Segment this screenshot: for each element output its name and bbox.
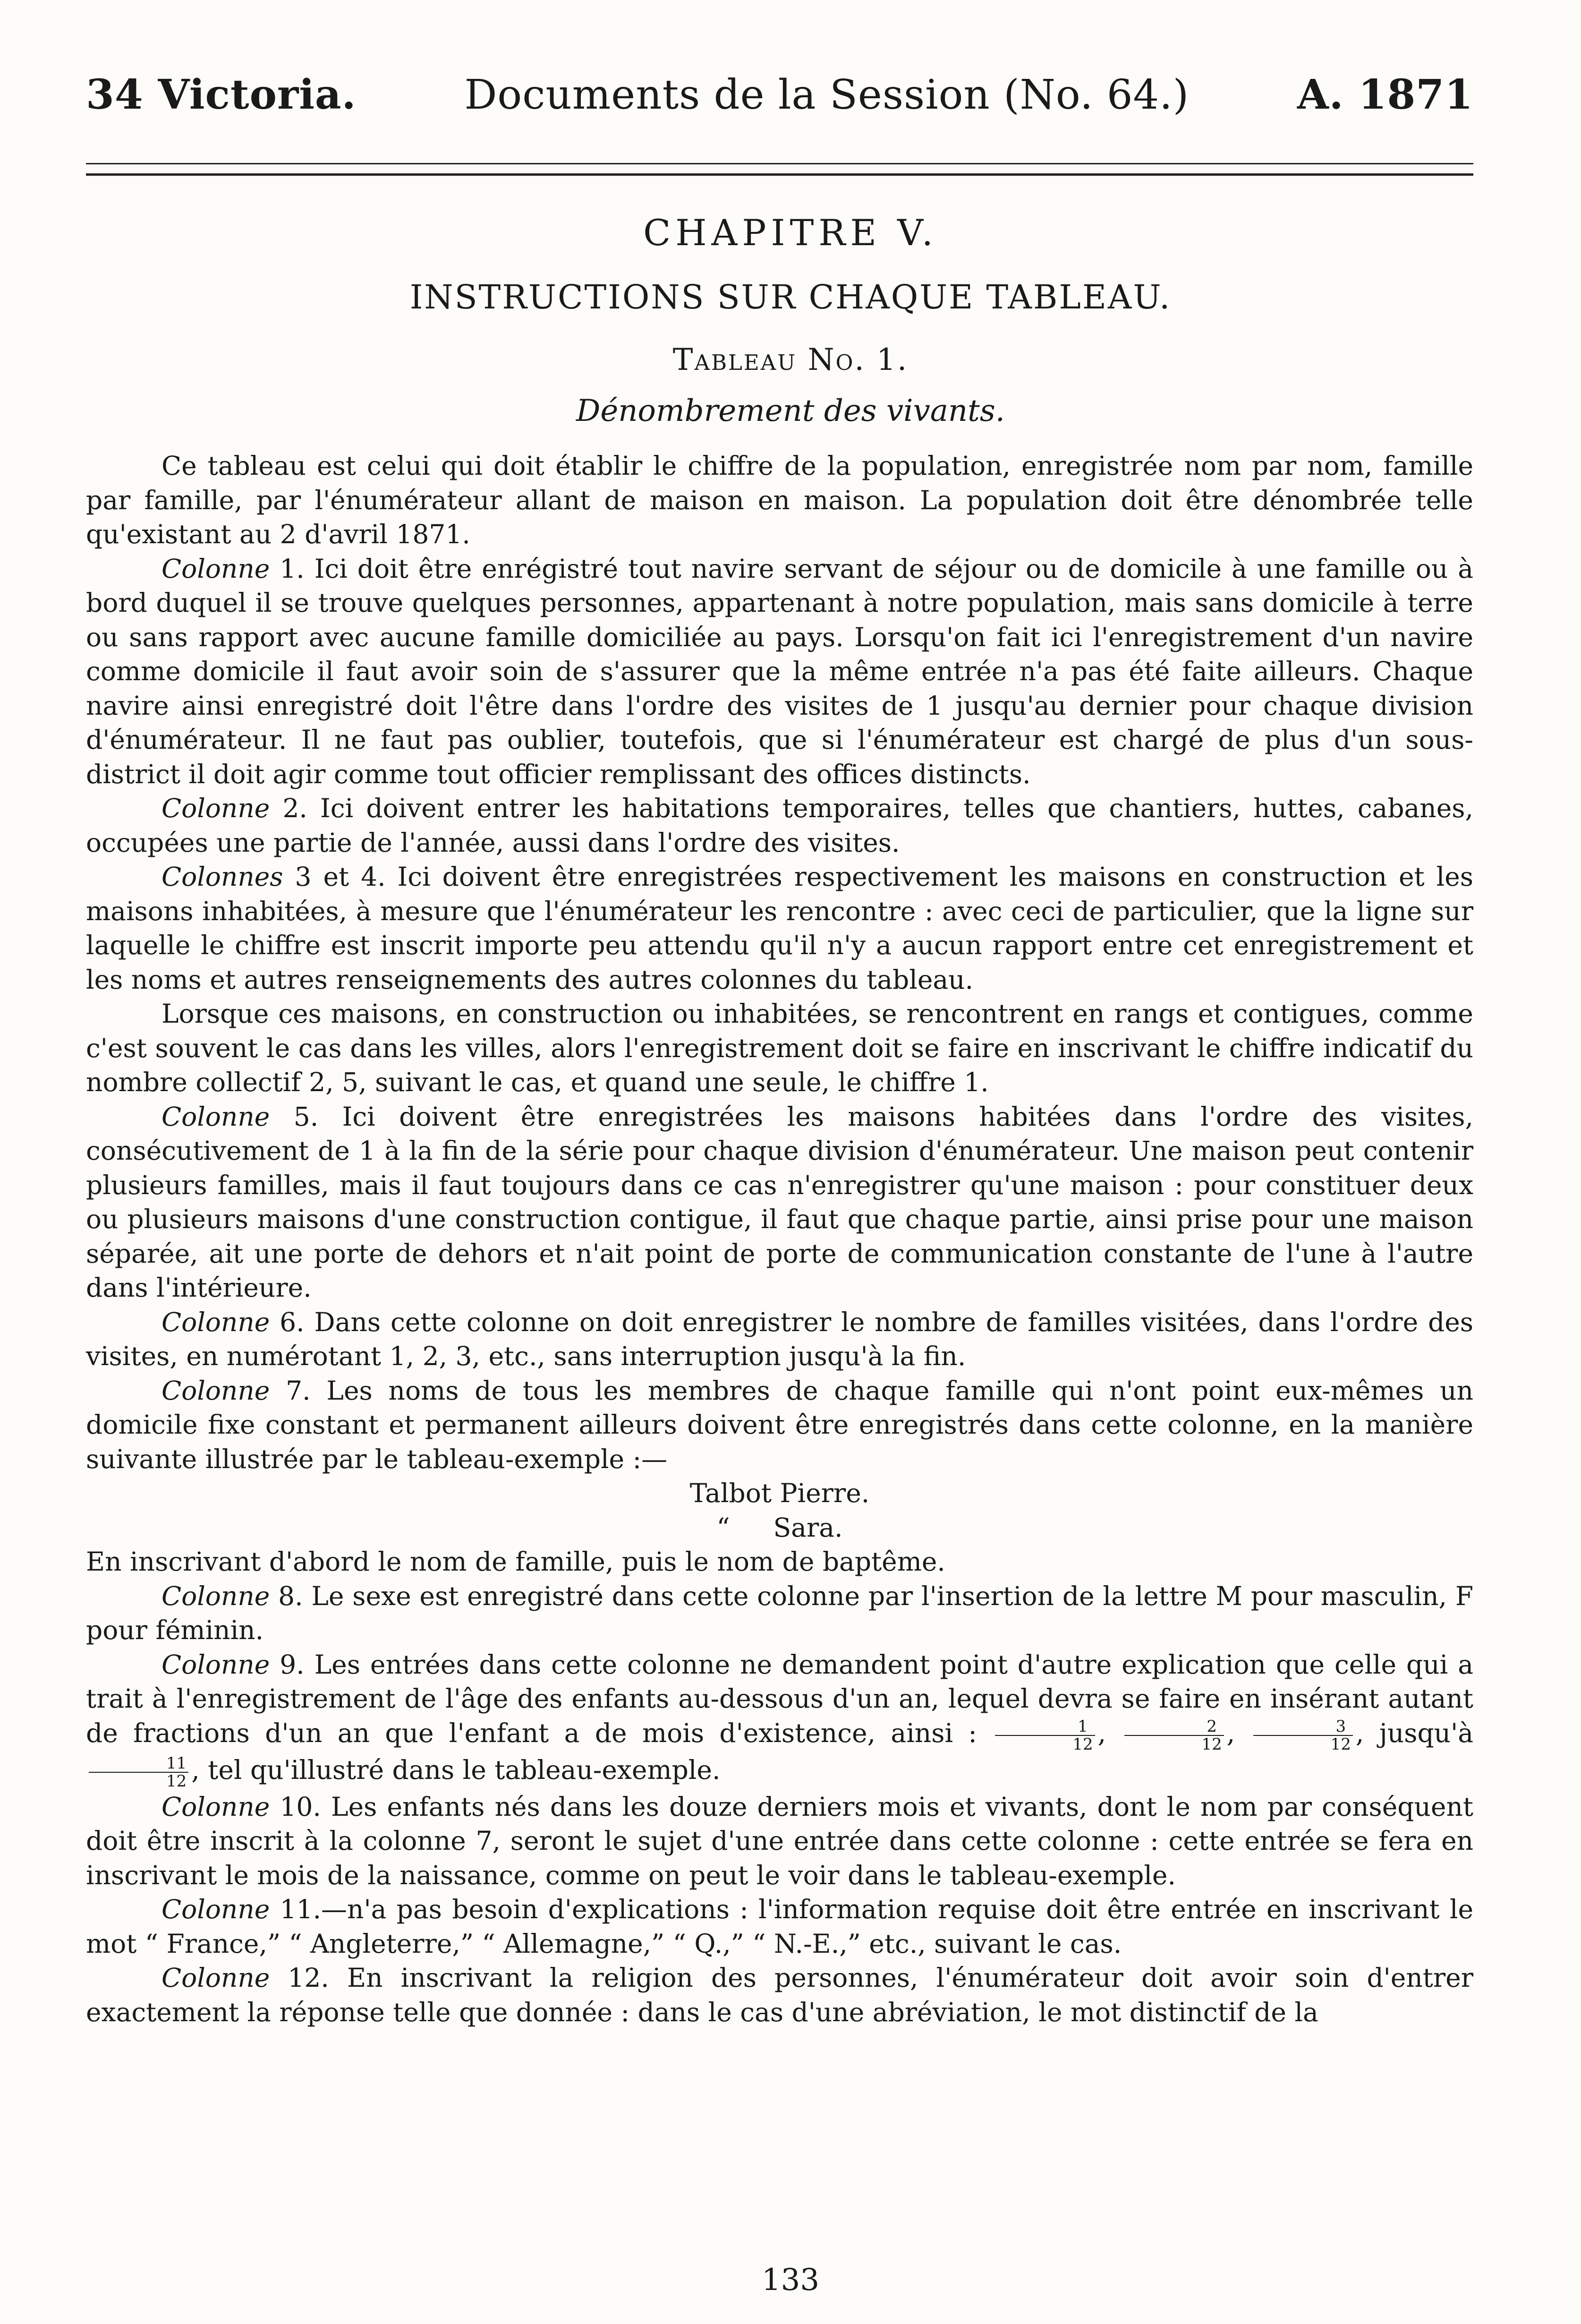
page-number: 133	[761, 2263, 820, 2298]
fraction-3-12: $\frac{3}{12}$	[1253, 1718, 1353, 1753]
paragraph-text: 10. Les enfants nés dans les douze derniers mois et vivants, dont le nom par conséquent doit être inscrit à la colonne 7, seront le sujet d'une entrée dans cette colonne : cette entrée se fera en inscrivant le mois de la naissance, comme on peut le voir dans le tableau-exemple.	[86, 1791, 1473, 1890]
paragraph-colonne-1	[86, 552, 1473, 792]
body-text	[86, 449, 1473, 2029]
ditto-mark: “	[716, 1512, 730, 1543]
paragraph-text: 2. Ici doivent entrer les habitations temporaires, telles que chantiers, huttes, cabanes, occupées une partie de l'année, aussi dans l'ordre des visites.	[86, 793, 1473, 858]
paragraph-colonnes-3-4-cont: Lorsque ces maisons, en construction ou inhabitées, se rencontrent en rangs et contigues, comme c'est souvent le cas dans les villes, alors l'enregistrement doit se faire en inscrivant le chiffre indicatif du nombre collectif 2, 5, suivant le cas, et quand une seule, le chiffre 1.	[86, 999, 1473, 1097]
paragraph-text: 3 et 4. Ici doivent être enregistrées respectivement les maisons en construction et les maisons inhabitées, à mesure que l'énumérateur les rencontre : avec ceci de particulier, que la ligne sur laquelle le chiffre est inscrit importe peu attendu qu'il n'y a aucun rapport entre cet enregistrement et les noms et autres renseignements des autres colonnes du tableau.	[86, 862, 1473, 995]
fraction-2-12: $\frac{2}{12}$	[1124, 1718, 1224, 1753]
section-title: INSTRUCTIONS SUR CHAQUE TABLEAU.	[409, 278, 1172, 316]
paragraph-text: 1. Ici doit être enrégistré tout navire servant de séjour ou de domicile à une famille ou à bord duquel il se trouve quelques personnes, appartenant à notre population, mais sans domicile à terre ou sans rapport avec aucune famille domiciliée au pays. Lorsqu'on fait ici l'enregistrement d'un navire comme domicile il faut avoir soin de s'assurer que la même entrée n'a pas été faite ailleurs. Chaque navire ainsi enregistré doit l'être dans l'ordre des visites de 1 jusqu'au dernier pour chaque division d'énumérateur. Il ne faut pas oublier, toutefois, que si l'énumérateur est chargé de plus d'un sous-district il doit agir comme tout officier remplissant des offices distincts.	[86, 553, 1473, 789]
paragraph-text: 6. Dans cette colonne on doit enregistrer le nombre de familles visitées, dans l'ordre des visites, en numérotant 1, 2, 3, etc., sans interruption jusqu'à la fin.	[86, 1307, 1473, 1371]
column-label: Colonne	[162, 1581, 270, 1611]
column-label: Colonnes	[162, 862, 283, 892]
paragraph-colonne-5	[86, 1100, 1473, 1305]
paragraph-colonnes-3-4	[86, 860, 1473, 997]
header-center: Documents de la Session (No. 64.)	[464, 71, 1190, 119]
column-label: Colonne	[162, 1375, 270, 1406]
table-title: Tableau No. 1.	[672, 342, 909, 377]
paragraph-colonne-11	[86, 1892, 1473, 1961]
fraction-11-12: $\frac{11}{12}$	[89, 1755, 188, 1790]
header-right: A. 1871	[1297, 71, 1473, 119]
column-label: Colonne	[162, 1649, 270, 1680]
example-name-2-text: Sara.	[773, 1512, 843, 1543]
paragraph-colonne-12	[86, 1961, 1473, 2029]
paragraph-colonne-8	[86, 1579, 1473, 1648]
header-left: 34 Victoria.	[86, 71, 357, 119]
paragraph-intro: Ce tableau est celui qui doit établir le chiffre de la population, enregistrée nom par nom, famille par famille, par l'énumérateur allant de maison en maison. La population doit être dénombrée telle qu'existant au 2 d'avril 1871.	[86, 451, 1473, 549]
column-label: Colonne	[162, 1894, 270, 1924]
example-names	[86, 1476, 1473, 1545]
column-label: Colonne	[162, 553, 270, 584]
paragraph-text: 7. Les noms de tous les membres de chaque famille qui n'ont point eux-mêmes un domicile fixe constant et permanent ailleurs doivent être enregistrés dans cette colonne, en la manière suivante illustrée par le tableau-exemple :—	[86, 1375, 1473, 1474]
paragraph-text: 5. Ici doivent être enregistrées les maisons habitées dans l'ordre des visites, consécutivement de 1 à la fin de la série pour chaque division d'énumérateur. Une maison peut contenir plusieurs familles, mais il faut toujours dans ce cas n'enregistrer qu'une maison : pour constituer deux ou plusieurs maisons d'une construction contigue, il faut que chaque partie, ainsi prise pour une maison séparée, ait une porte de dehors et n'ait point de porte de communication constante de l'une à l'autre dans l'intérieure.	[86, 1101, 1473, 1303]
chapter-heading: CHAPITRE V.	[643, 212, 938, 254]
paragraph-colonne-6	[86, 1305, 1473, 1374]
paragraph-colonne-2	[86, 791, 1473, 860]
example-name-2	[86, 1511, 1473, 1545]
subtitle: Dénombrement des vivants.	[576, 393, 1005, 428]
column-label: Colonne	[162, 1101, 270, 1132]
column-label: Colonne	[162, 793, 270, 823]
paragraph-text: 9. Les entrées dans cette colonne ne demandent point d'autre explication que celle qui a trait à l'enregistrement de l'âge des enfants au-dessous d'un an, lequel devra se faire en insérant autant de fractions d'un an que l'enfant a de mois d'existence, ainsi :	[86, 1649, 1473, 1748]
paragraph-colonne-10	[86, 1790, 1473, 1893]
paragraph-colonne-9: Colonne 9. Les entrées dans cette colonne ne demandent point d'autre explication que celle qui a trait à l'enregistrement de l'âge des enfants au-dessous d'un an, lequel devra se faire en insérant autant de fractions d'un an que l'enfant a de mois d'existence, ainsi : $\frac{1}{12}$ , $\frac{2}{12}$ , $\frac{3}{12}$ , jusqu'à $\frac{11}{12}$ , tel qu'illustré dans le tableau-exemple.	[86, 1649, 1474, 1791]
paragraph-text: 12. En inscrivant la religion des personnes, l'énumérateur doit avoir soin d'entrer exactement la réponse telle que donnée : dans le cas d'une abréviation, le mot distinctif de la	[86, 1963, 1473, 2027]
paragraph-colonne-7	[86, 1374, 1473, 1477]
paragraph-colonne-7-cont: En inscrivant d'abord le nom de famille, puis le nom de baptême.	[86, 1546, 945, 1577]
fraction-1-12: $\frac{1}{12}$	[995, 1718, 1095, 1753]
example-name-1: Talbot Pierre.	[689, 1478, 870, 1508]
column-label: Colonne	[162, 1963, 270, 1993]
header-rule-thick	[86, 173, 1473, 176]
paragraph-text: 11.—n'a pas besoin d'explications : l'information requise doit être entrée en inscrivant le mot “ France,” “ Angleterre,” “ Allemagne,” “ Q.,” “ N.-E.,” etc., suivant le cas.	[86, 1894, 1473, 1959]
column-label: Colonne	[162, 1307, 270, 1337]
paragraph-text: 8. Le sexe est enregistré dans cette colonne par l'insertion de la lettre M pour masculin, F pour féminin.	[86, 1581, 1473, 1645]
column-label: Colonne	[162, 1791, 270, 1822]
header-rule-thin	[86, 163, 1473, 164]
running-header	[86, 71, 1473, 119]
